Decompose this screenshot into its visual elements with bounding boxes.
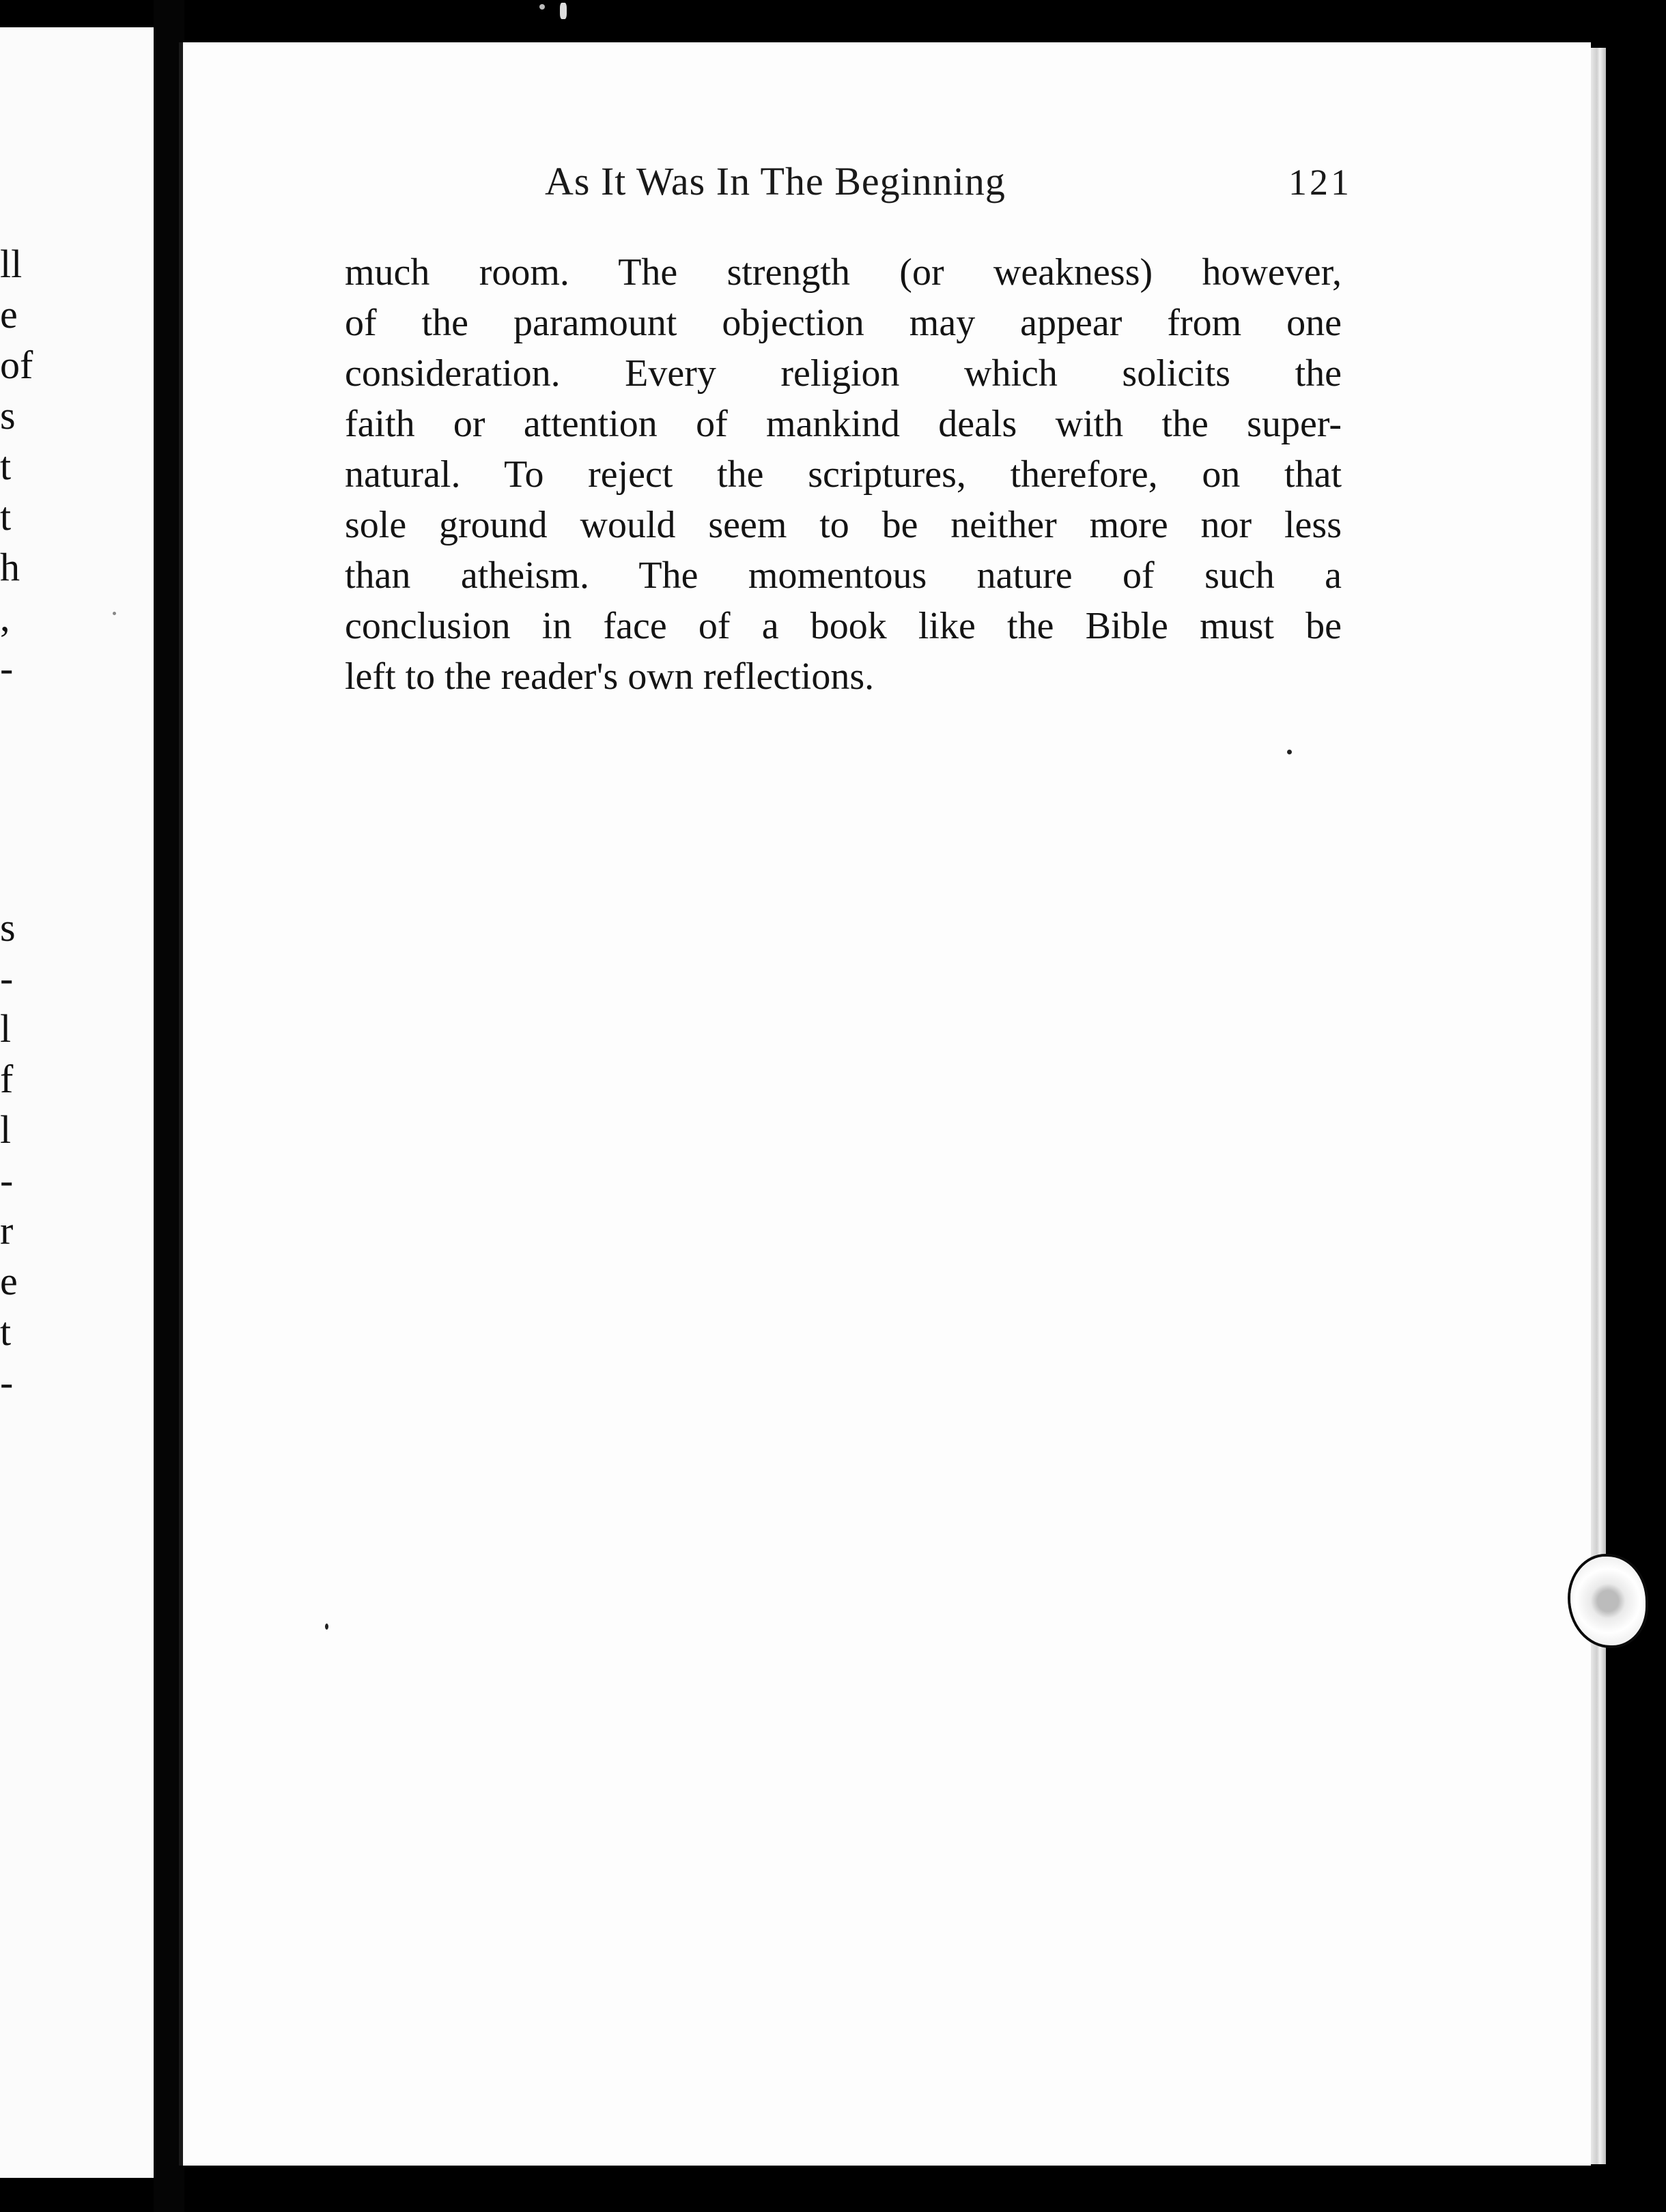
fragment: , <box>0 595 10 640</box>
fragment: e <box>0 292 18 337</box>
text-line: of the paramount objection may appear from one <box>345 302 1342 344</box>
fragment: r <box>0 1208 14 1253</box>
running-head <box>369 158 1352 213</box>
fragment: f <box>0 1057 14 1101</box>
page-number: 121 <box>1288 162 1352 203</box>
page-edge <box>1591 48 1606 2164</box>
fragment: - <box>0 646 14 690</box>
fragment: t <box>0 494 12 539</box>
ink-speck <box>113 612 116 615</box>
ink-speck <box>1287 750 1292 754</box>
fragment: s <box>0 393 16 438</box>
ink-speck <box>539 4 545 10</box>
fragment: - <box>0 1360 14 1404</box>
text-line: left to the reader's own reflections. <box>345 655 875 698</box>
body-text <box>345 247 1342 702</box>
text-line: much room. The strength (or weakness) however, <box>345 251 1342 294</box>
fragment: t <box>0 444 12 488</box>
previous-page-fragment <box>0 27 154 2178</box>
fragment: ll <box>0 242 23 286</box>
fragment: of <box>0 343 33 387</box>
fragment: t <box>0 1309 12 1354</box>
ink-speck <box>560 3 567 19</box>
fragment: - <box>0 956 14 1000</box>
fragment: - <box>0 1158 14 1202</box>
running-title: As It Was In The Beginning <box>545 159 1006 203</box>
fragment: h <box>0 545 20 589</box>
text-line: sole ground would seem to be neither more nor less <box>345 504 1342 546</box>
text-line: consideration. Every religion which solicits the <box>345 352 1342 395</box>
text-line: than atheism. The momentous nature of such a <box>345 554 1342 597</box>
fragment: l <box>0 1107 12 1152</box>
text-line: natural. To reject the scriptures, therefore, on that <box>345 453 1342 496</box>
text-line: faith or attention of mankind deals with the super- <box>345 403 1342 445</box>
text-line: conclusion in face of a book like the Bible must be <box>345 605 1342 647</box>
fragment: e <box>0 1259 18 1303</box>
fragment: l <box>0 1006 12 1051</box>
ink-speck <box>325 1623 328 1630</box>
fragment: s <box>0 905 16 950</box>
